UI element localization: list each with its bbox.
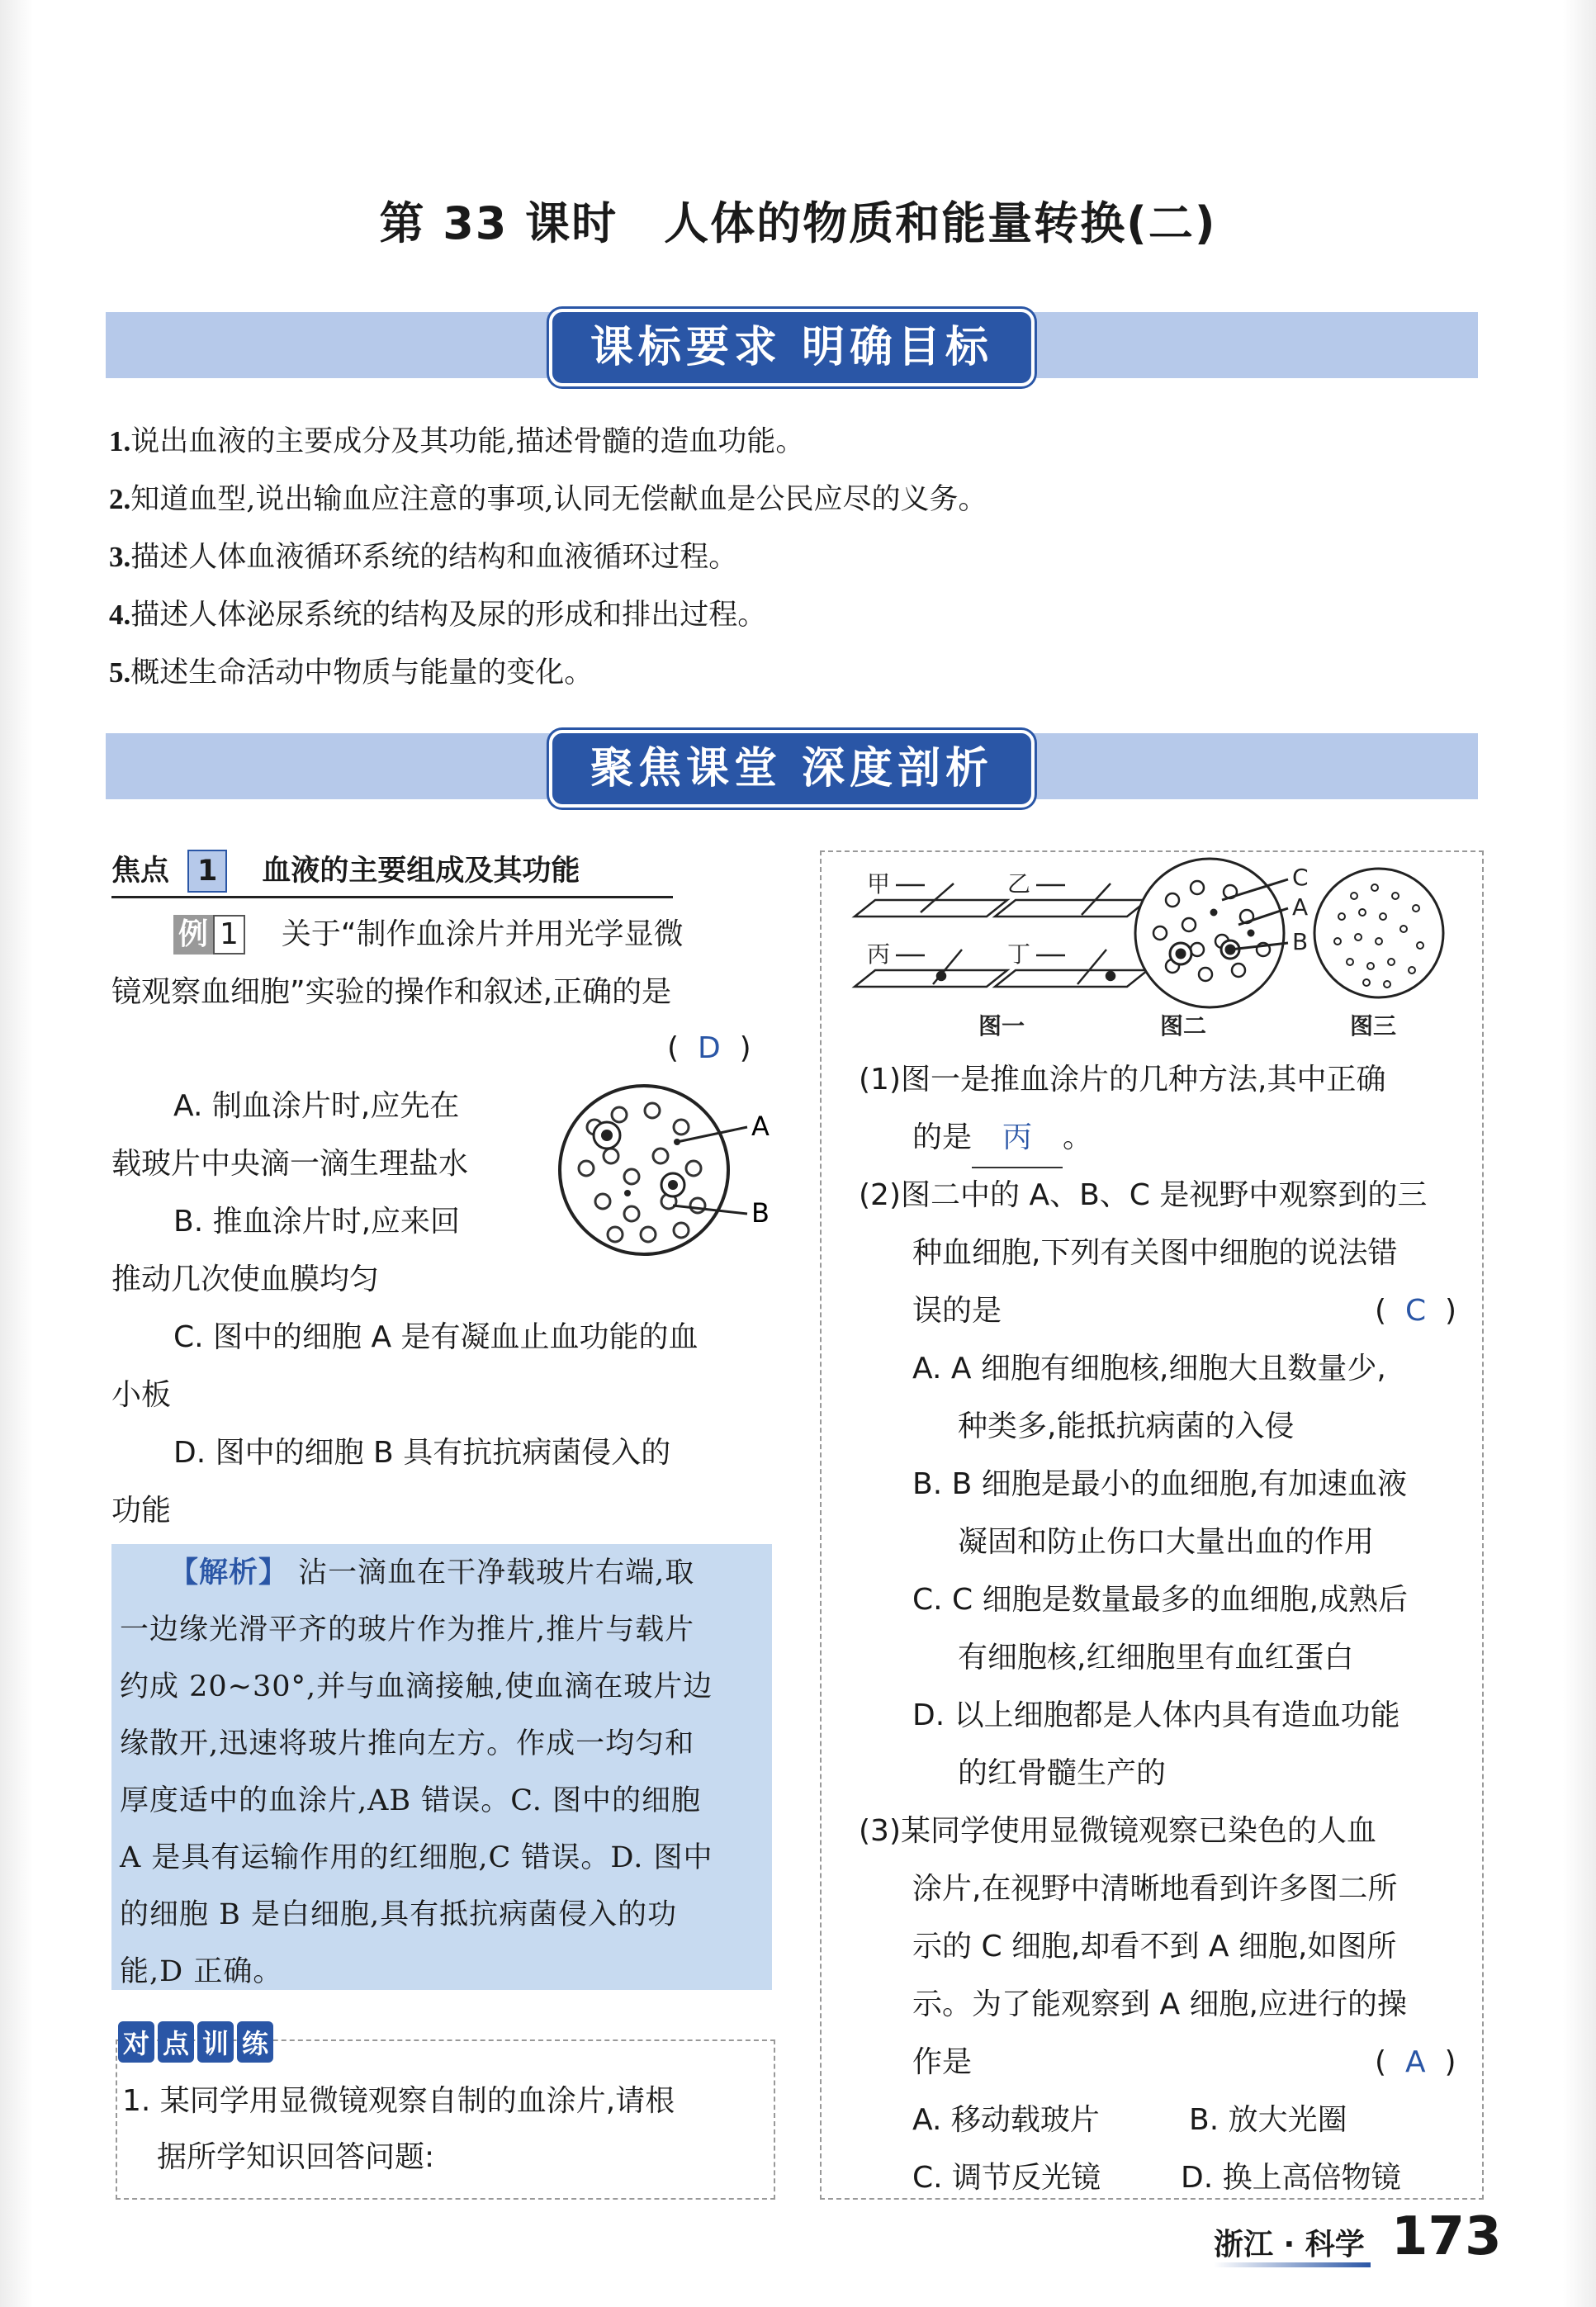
- right-q1-line2: 的是 丙 。: [912, 1109, 1092, 1168]
- fig1-ding: 丁: [1007, 940, 1031, 968]
- right-q2-option-b1: B. B 细胞是最小的血细胞,有加速血液: [912, 1467, 1408, 1501]
- right-q2-option-c1: C. C 细胞是数量最多的血细胞,成熟后: [912, 1583, 1409, 1617]
- fig-label-b: B: [751, 1197, 770, 1229]
- practice-q1-line2: 据所学知识回答问题:: [157, 2140, 435, 2174]
- page-number: 173: [1391, 2206, 1502, 2267]
- fig2-caption: 图二: [1160, 1012, 1207, 1040]
- right-q2-option-d1: D. 以上细胞都是人体内具有造血功能: [912, 1698, 1400, 1732]
- right-q2-option-b2: 凝固和防止伤口大量出血的作用: [958, 1525, 1375, 1559]
- focus-number: 1: [187, 850, 227, 893]
- analysis-line: 缘散开,迅速将玻片推向左方。作成一均匀和: [120, 1727, 695, 1760]
- example-option-a1: A. 制血涂片时,应先在: [173, 1089, 460, 1123]
- right-q3-option-a: A. 移动载玻片: [912, 2103, 1100, 2137]
- analysis-line: 【解析】 沾一滴血在干净载玻片右端,取: [169, 1556, 695, 1589]
- right-q3-line3: 示的 C 细胞,却看不到 A 细胞,如图所: [912, 1930, 1397, 1964]
- right-q2-option-c2: 有细胞核,红细胞里有血红蛋白: [958, 1641, 1354, 1675]
- right-q2-option-a2: 种类多,能抵抗病菌的入侵: [958, 1409, 1295, 1443]
- right-q2-line2: 种血细胞,下列有关图中细胞的说法错: [912, 1236, 1398, 1270]
- example-option-b2: 推动几次使血膜均匀: [111, 1262, 380, 1296]
- practice-tags: 对 点 训 练: [118, 2021, 277, 2063]
- right-q1-answer: 丙: [972, 1109, 1063, 1168]
- fig1-yi: 乙: [1007, 870, 1031, 898]
- goal-item: 2.知道血型,说出输血应注意的事项,认同无偿献血是公民应尽的义务。: [109, 483, 987, 516]
- example-answer-paren: ( D ): [667, 1031, 751, 1065]
- example-option-d2: 功能: [111, 1494, 172, 1528]
- fig-label-a: A: [751, 1111, 770, 1142]
- example-answer: D: [697, 1031, 721, 1065]
- right-q3-option-d: D. 换上高倍物镜: [1181, 2161, 1401, 2195]
- right-q3-line1: (3)某同学使用显微镜观察已染色的人血: [859, 1814, 1376, 1848]
- goal-item: 1.说出血液的主要成分及其功能,描述骨髓的造血功能。: [109, 425, 805, 458]
- right-q1-line1: (1)图一是推血涂片的几种方法,其中正确: [859, 1063, 1386, 1097]
- fig1-bing: 丙: [867, 940, 891, 968]
- section-banner-goals: [106, 312, 1478, 378]
- goal-item: 3.描述人体血液循环系统的结构和血液循环过程。: [109, 541, 738, 574]
- right-q2-option-d2: 的红骨髓生产的: [958, 1756, 1167, 1790]
- right-q2-line3: 误的是: [912, 1294, 1002, 1328]
- example-stem-line2: 镜观察血细胞”实验的操作和叙述,正确的是: [111, 975, 672, 1009]
- goal-item: 4.描述人体泌尿系统的结构及尿的形成和排出过程。: [109, 599, 767, 632]
- right-q3-option-c: C. 调节反光镜: [912, 2161, 1101, 2195]
- footer-underline: [1214, 2262, 1371, 2267]
- focus-header: 焦点 1 血液的主要组成及其功能: [111, 846, 673, 898]
- analysis-line: 能,D 正确。: [120, 1955, 283, 1988]
- goals-list: [109, 413, 1480, 702]
- fig2-label-b: B: [1292, 928, 1309, 955]
- example-option-a2: 载玻片中央滴一滴生理盐水: [111, 1147, 469, 1181]
- right-q3-answer-paren: ( A ): [1375, 2045, 1456, 2079]
- analysis-label: 【解析】: [169, 1556, 289, 1589]
- analysis-line: A 是具有运输作用的红细胞,C 错误。D. 图中: [120, 1841, 713, 1874]
- fig2-label-c: C: [1292, 864, 1309, 891]
- fig1-jia: 甲: [867, 870, 891, 898]
- example-option-b1: B. 推血涂片时,应来回: [173, 1205, 461, 1239]
- banner-goals-label: 课标要求 明确目标: [549, 309, 1035, 386]
- right-q3-line4: 示。为了能观察到 A 细胞,应进行的操: [912, 1987, 1407, 2021]
- fig1-caption: 图一: [978, 1012, 1025, 1040]
- footer-region: 浙江 · 科学: [1214, 2228, 1365, 2262]
- right-q3-line2: 涂片,在视野中清晰地看到许多图二所: [912, 1872, 1398, 1906]
- right-figures: [842, 850, 1470, 1049]
- example-tag: 例: [173, 915, 213, 955]
- focus-title: 血液的主要组成及其功能: [262, 855, 580, 888]
- example-option-c2: 小板: [111, 1378, 172, 1412]
- banner-focus-label: 聚焦课堂 深度剖析: [549, 730, 1035, 808]
- section-banner-focus: [106, 733, 1478, 799]
- right-q2-line1: (2)图二中的 A、B、C 是视野中观察到的三: [859, 1178, 1428, 1212]
- analysis-line: 厚度适中的血涂片,AB 错误。C. 图中的细胞: [120, 1784, 702, 1817]
- right-q3-line5: 作是: [912, 2045, 973, 2079]
- goal-item: 5.概述生命活动中物质与能量的变化。: [109, 656, 594, 689]
- right-q2-option-a1: A. A 细胞有细胞核,细胞大且数量少,: [912, 1352, 1386, 1386]
- right-q3-answer: A: [1404, 2045, 1426, 2079]
- blood-smear-figure: [553, 1078, 776, 1267]
- analysis-line: 的细胞 B 是白细胞,具有抵抗病菌侵入的功: [120, 1898, 678, 1931]
- lesson-title: 第 33 课时 人体的物质和能量转换(二): [379, 197, 1217, 249]
- example-stem-line1: 例 1 关于“制作血涂片并用光学显微: [173, 906, 684, 964]
- fig2-label-a: A: [1292, 893, 1309, 921]
- practice-q1-line1: 1. 某同学用显微镜观察自制的血涂片,请根: [122, 2084, 675, 2118]
- example-option-c1: C. 图中的细胞 A 是有凝血止血功能的血: [173, 1320, 699, 1354]
- right-q3-option-b: B. 放大光圈: [1189, 2103, 1347, 2137]
- fig3-caption: 图三: [1350, 1012, 1397, 1040]
- right-q2-answer: C: [1404, 1294, 1427, 1328]
- analysis-line: 约成 20~30°,并与血滴接触,使血滴在玻片边: [120, 1670, 713, 1703]
- analysis-line: 一边缘光滑平齐的玻片作为推片,推片与载片: [120, 1613, 695, 1646]
- analysis-box: [111, 1544, 772, 1990]
- right-q2-answer-paren: ( C ): [1375, 1294, 1457, 1328]
- example-option-d1: D. 图中的细胞 B 具有抗抗病菌侵入的: [173, 1436, 671, 1470]
